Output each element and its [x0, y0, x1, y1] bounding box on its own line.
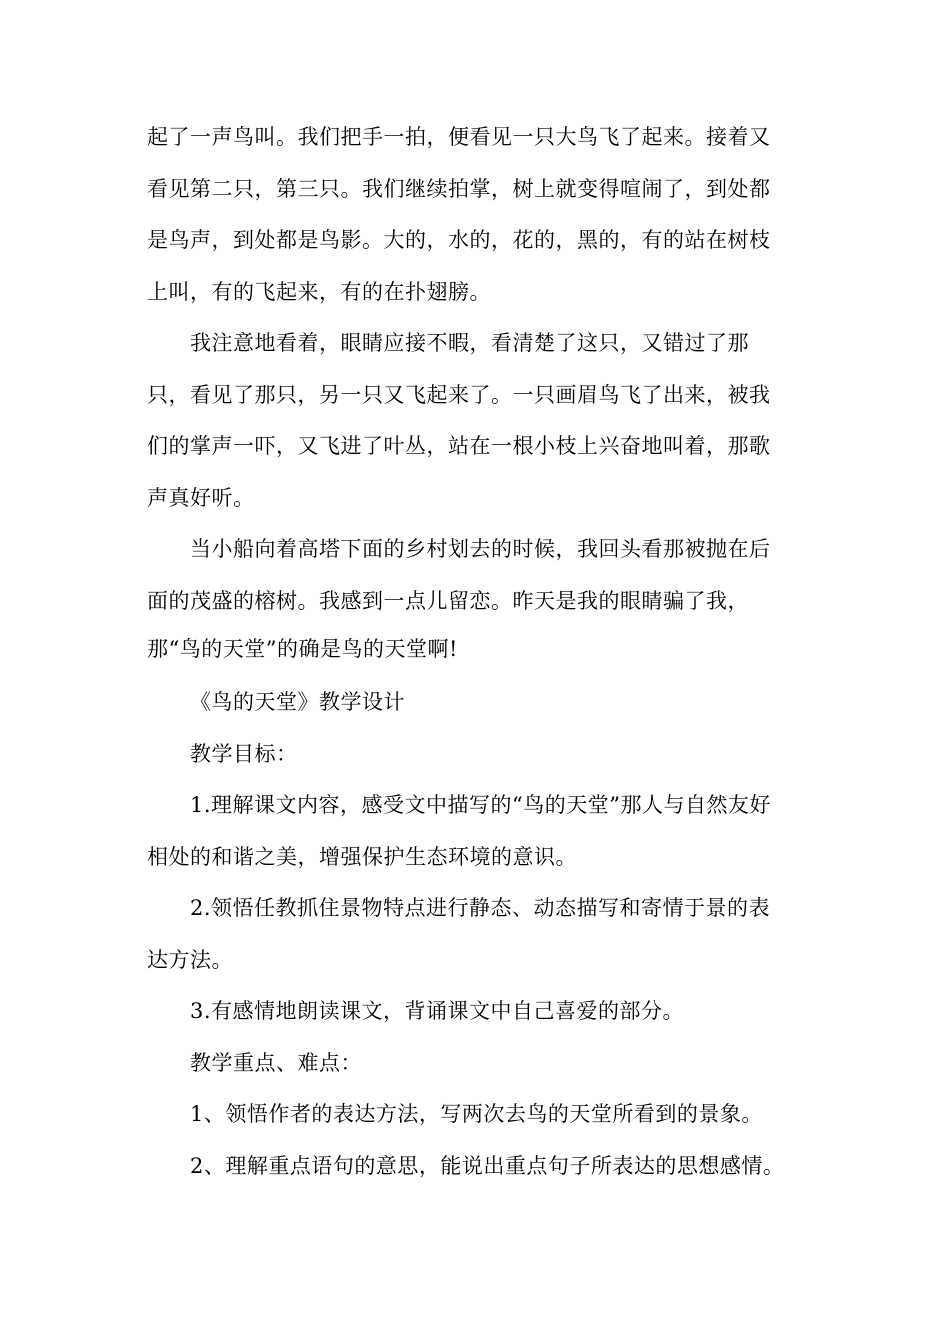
text-line: 面的茂盛的榕树。我感到一点儿留恋。昨天是我的眼睛骗了我，	[147, 589, 749, 613]
text-line: 上叫，有的飞起来，有的在扑翅膀。	[147, 280, 491, 304]
text-line: 们的掌声一吓，又飞进了叶丛，站在一根小枝上兴奋地叫着，那歌	[147, 434, 771, 458]
text-line: 2.领悟任教抓住景物特点进行静态、动态描写和寄情于景的表	[190, 896, 771, 920]
text-line: 只，看见了那只，另一只又飞起来了。一只画眉鸟飞了出来，被我	[147, 383, 771, 407]
text-line: 当小船向着高塔下面的乡村划去的时候，我回头看那被抛在后	[190, 537, 771, 561]
text-line: 3.有感情地朗读课文，背诵课文中自己喜爱的部分。	[190, 999, 685, 1023]
section-heading: 教学重点、难点：	[190, 1051, 362, 1075]
text-line: 起了一声鸟叫。我们把手一拍，便看见一只大鸟飞了起来。接着又	[147, 125, 771, 149]
text-line: 达方法。	[147, 948, 233, 972]
text-line: 声真好听。	[147, 486, 255, 510]
text-line: 是鸟声，到处都是鸟影。大的，水的，花的，黑的，有的站在树枝	[147, 228, 771, 252]
text-line: 我注意地看着，眼睛应接不暇，看清楚了这只，又错过了那	[190, 331, 749, 355]
text-line: 那“鸟的天堂”的确是鸟的天堂啊!	[147, 637, 458, 661]
text-line: 1.理解课文内容，感受文中描写的“鸟的天堂”那人与自然友好	[190, 793, 772, 817]
text-line: 看见第二只，第三只。我们继续拍掌，树上就变得喧闹了，到处都	[147, 177, 771, 201]
text-line: 相处的和谐之美，增强保护生态环境的意识。	[147, 845, 577, 869]
section-title: 《鸟的天堂》教学设计	[190, 690, 405, 714]
section-heading: 教学目标：	[190, 742, 298, 766]
text-line: 1、领悟作者的表达方法，写两次去鸟的天堂所看到的景象。	[190, 1102, 763, 1126]
text-line: 2、理解重点语句的意思，能说出重点句子所表达的思想感情。	[190, 1154, 785, 1178]
